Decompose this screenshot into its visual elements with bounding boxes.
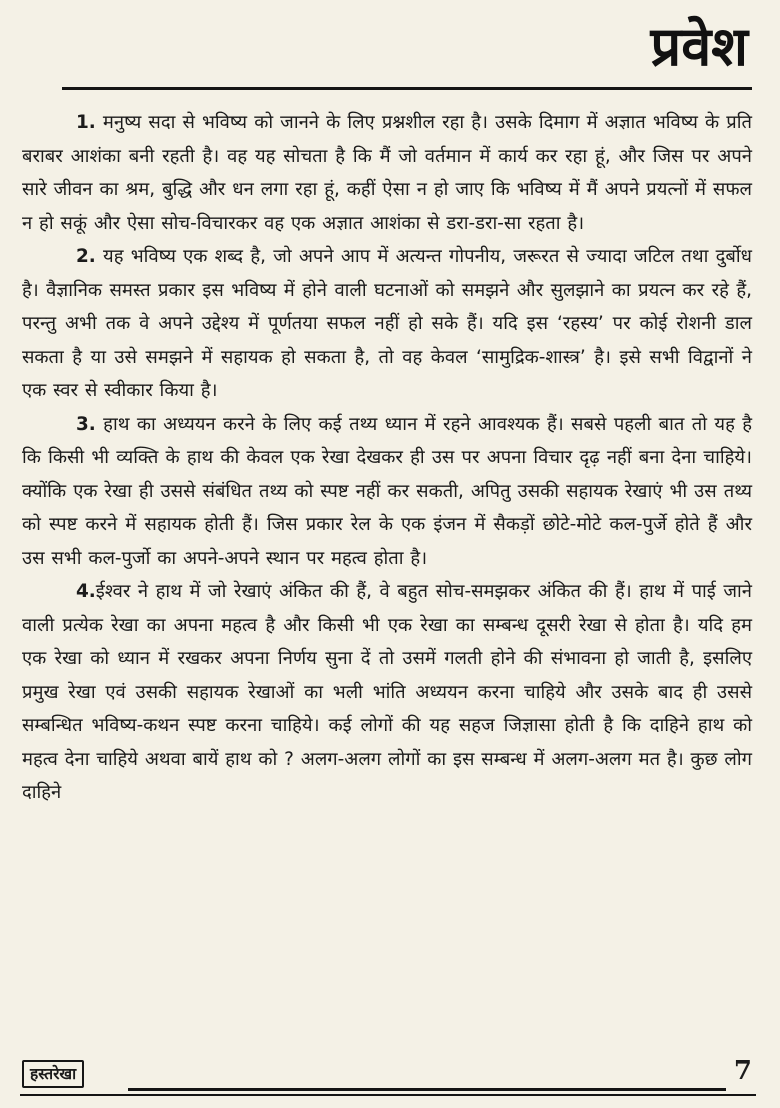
paragraph-number: 2. <box>76 246 96 267</box>
paragraph-2 <box>22 240 752 408</box>
paragraph-text: हाथ का अध्ययन करने के लिए कई तथ्य ध्यान में रहने आवश्यक हैं। सबसे पहली बात तो यह है कि किसी भी व्यक्ति के हाथ की केवल एक रेखा देखकर ही उस पर अपना विचार दृढ़ नहीं बना देना चाहिये। क्योंकि एक रेखा ही उससे संबंधित तथ्य को स्पष्ट नहीं कर सकती, अपितु उसकी सहायक रेखाएं भी उस तथ्य को स्पष्ट करने में सहायक होती हैं। जिस प्रकार रेल के एक इंजन में सैकड़ों छोटे-मोटे कल-पुर्जे होते हैं और उस सभी कल-पुर्जो का अपने-अपने स्थान पर महत्व होता है। <box>22 413 752 569</box>
book-title-label: हस्तरेखा <box>22 1060 84 1088</box>
title-rule <box>62 87 752 90</box>
footer-rule <box>128 1088 726 1091</box>
paragraph-text: मनुष्य सदा से भविष्य को जानने के लिए प्रश्नशील रहा है। उसके दिमाग में अज्ञात भविष्य के प्रति बराबर आशंका बनी रहती है। वह यह सोचता है कि मैं जो वर्तमान में कार्य कर रहा हूं, और जिस पर अपने सारे जीवन का श्रम, बुद्धि और धन लगा रहा हूं, कहीं ऐसा न हो जाए कि भविष्य में मैं अपने प्रयत्नों में सफल न हो सकूं और ऐसा सोच-विचारकर वह एक अज्ञात आशंका से डरा-डरा-सा रहता है। <box>22 112 752 234</box>
paragraph-number: 3. <box>76 413 96 435</box>
paragraph-text: ईश्वर ने हाथ में जो रेखाएं अंकित की हैं, वे बहुत सोच-समझकर अंकित की हैं। हाथ में पाई जाने वाली प्रत्येक रेखा का अपना महत्व है और किसी भी एक रेखा का सम्बन्ध दूसरी रेखा से होता है। यदि हम एक रेखा को ध्यान में रखकर अपना निर्णय सुना दें तो उसमें गलती होने की संभावना हो जाती है, इसलिए प्रमुख रेखा एवं उसकी सहायक रेखाओं का भली भांति अध्ययन करना चाहिये और उसके बाद ही उससे सम्बन्धित भविष्य-कथन स्पष्ट करना चाहिये। कई लोगों की यह सहज जिज्ञासा होती है कि दाहिने हाथ को महत्व देना चाहिये अथवा बायें हाथ को ? अलग-अलग लोगों का इस सम्बन्ध में अलग-अलग मत है। कुछ लोग दाहिने <box>22 581 752 803</box>
paragraph-4 <box>22 575 752 810</box>
footer-rule-lower <box>20 1094 756 1096</box>
body-text <box>22 106 752 810</box>
paragraph-number: 4. <box>76 581 96 602</box>
chapter-title: प्रवेश <box>650 14 748 78</box>
page-number: 7 <box>733 1056 752 1086</box>
paragraph-text: यह भविष्य एक शब्द है, जो अपने आप में अत्यन्त गोपनीय, जरूरत से ज्यादा जटिल तथा दुर्बोध है। वैज्ञानिक समस्त प्रकार इस भविष्य में होने वाली घटनाओं को समझने और सुलझाने का प्रयत्न कर रहे हैं, परन्तु अभी तक वे अपने उद्देश्य में पूर्णतया सफल नहीं हो सके हैं। यदि इस ‘रहस्य’ पर कोई रोशनी डाल सकता है या उसे समझने में सहायक हो सकता है, तो वह केवल ‘सामुद्रिक-शास्त्र’ है। इसे सभी विद्वानों ने एक स्वर से स्वीकार किया है। <box>22 246 752 401</box>
page-footer <box>20 1058 756 1098</box>
paragraph-number: 1. <box>76 112 96 133</box>
paragraph-3 <box>22 408 752 576</box>
paragraph-1 <box>22 106 752 240</box>
